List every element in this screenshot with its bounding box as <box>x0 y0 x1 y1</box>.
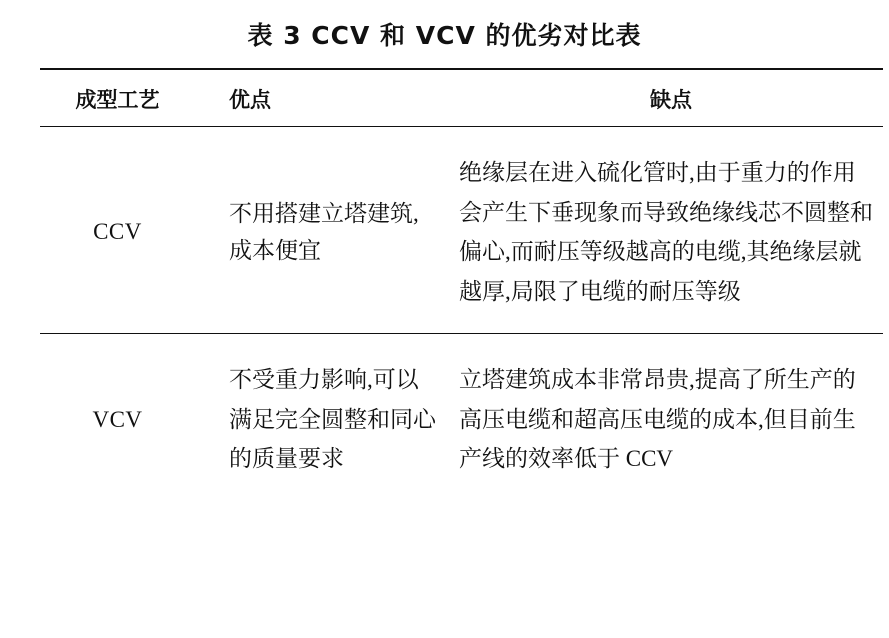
cell-pros-vcv: 不受重力影响,可以满足完全圆整和同心的质量要求 <box>229 367 436 472</box>
cell-cons-ccv: 绝缘层在进入硫化管时,由于重力的作用会产生下垂现象而导致绝缘线芯不圆整和偏心,而耐压等级越高的电缆,其绝缘层就越厚,局限了电缆的耐压等级 <box>459 160 873 304</box>
cell-process-vcv: VCV <box>92 406 143 432</box>
column-header-cons: 缺点 <box>459 69 883 127</box>
table-body <box>40 127 883 489</box>
table-row <box>40 127 883 334</box>
comparison-table <box>40 68 883 489</box>
cell-cons-vcv: 立塔建筑成本非常昂贵,提高了所生产的高压电缆和超高压电缆的成本,但目前生产线的效率低于 CCV <box>459 367 856 472</box>
table-header <box>40 69 883 127</box>
table-top-rule <box>40 69 883 127</box>
table-title: 表 3 CCV 和 VCV 的优劣对比表 <box>247 21 642 50</box>
cell-pros-ccv: 不用搭建立塔建筑,成本便宜 <box>229 200 419 264</box>
cell-process-ccv: CCV <box>93 219 142 245</box>
column-header-process: 成型工艺 <box>40 69 195 127</box>
table-row <box>40 334 883 489</box>
column-header-pros: 优点 <box>195 69 459 127</box>
